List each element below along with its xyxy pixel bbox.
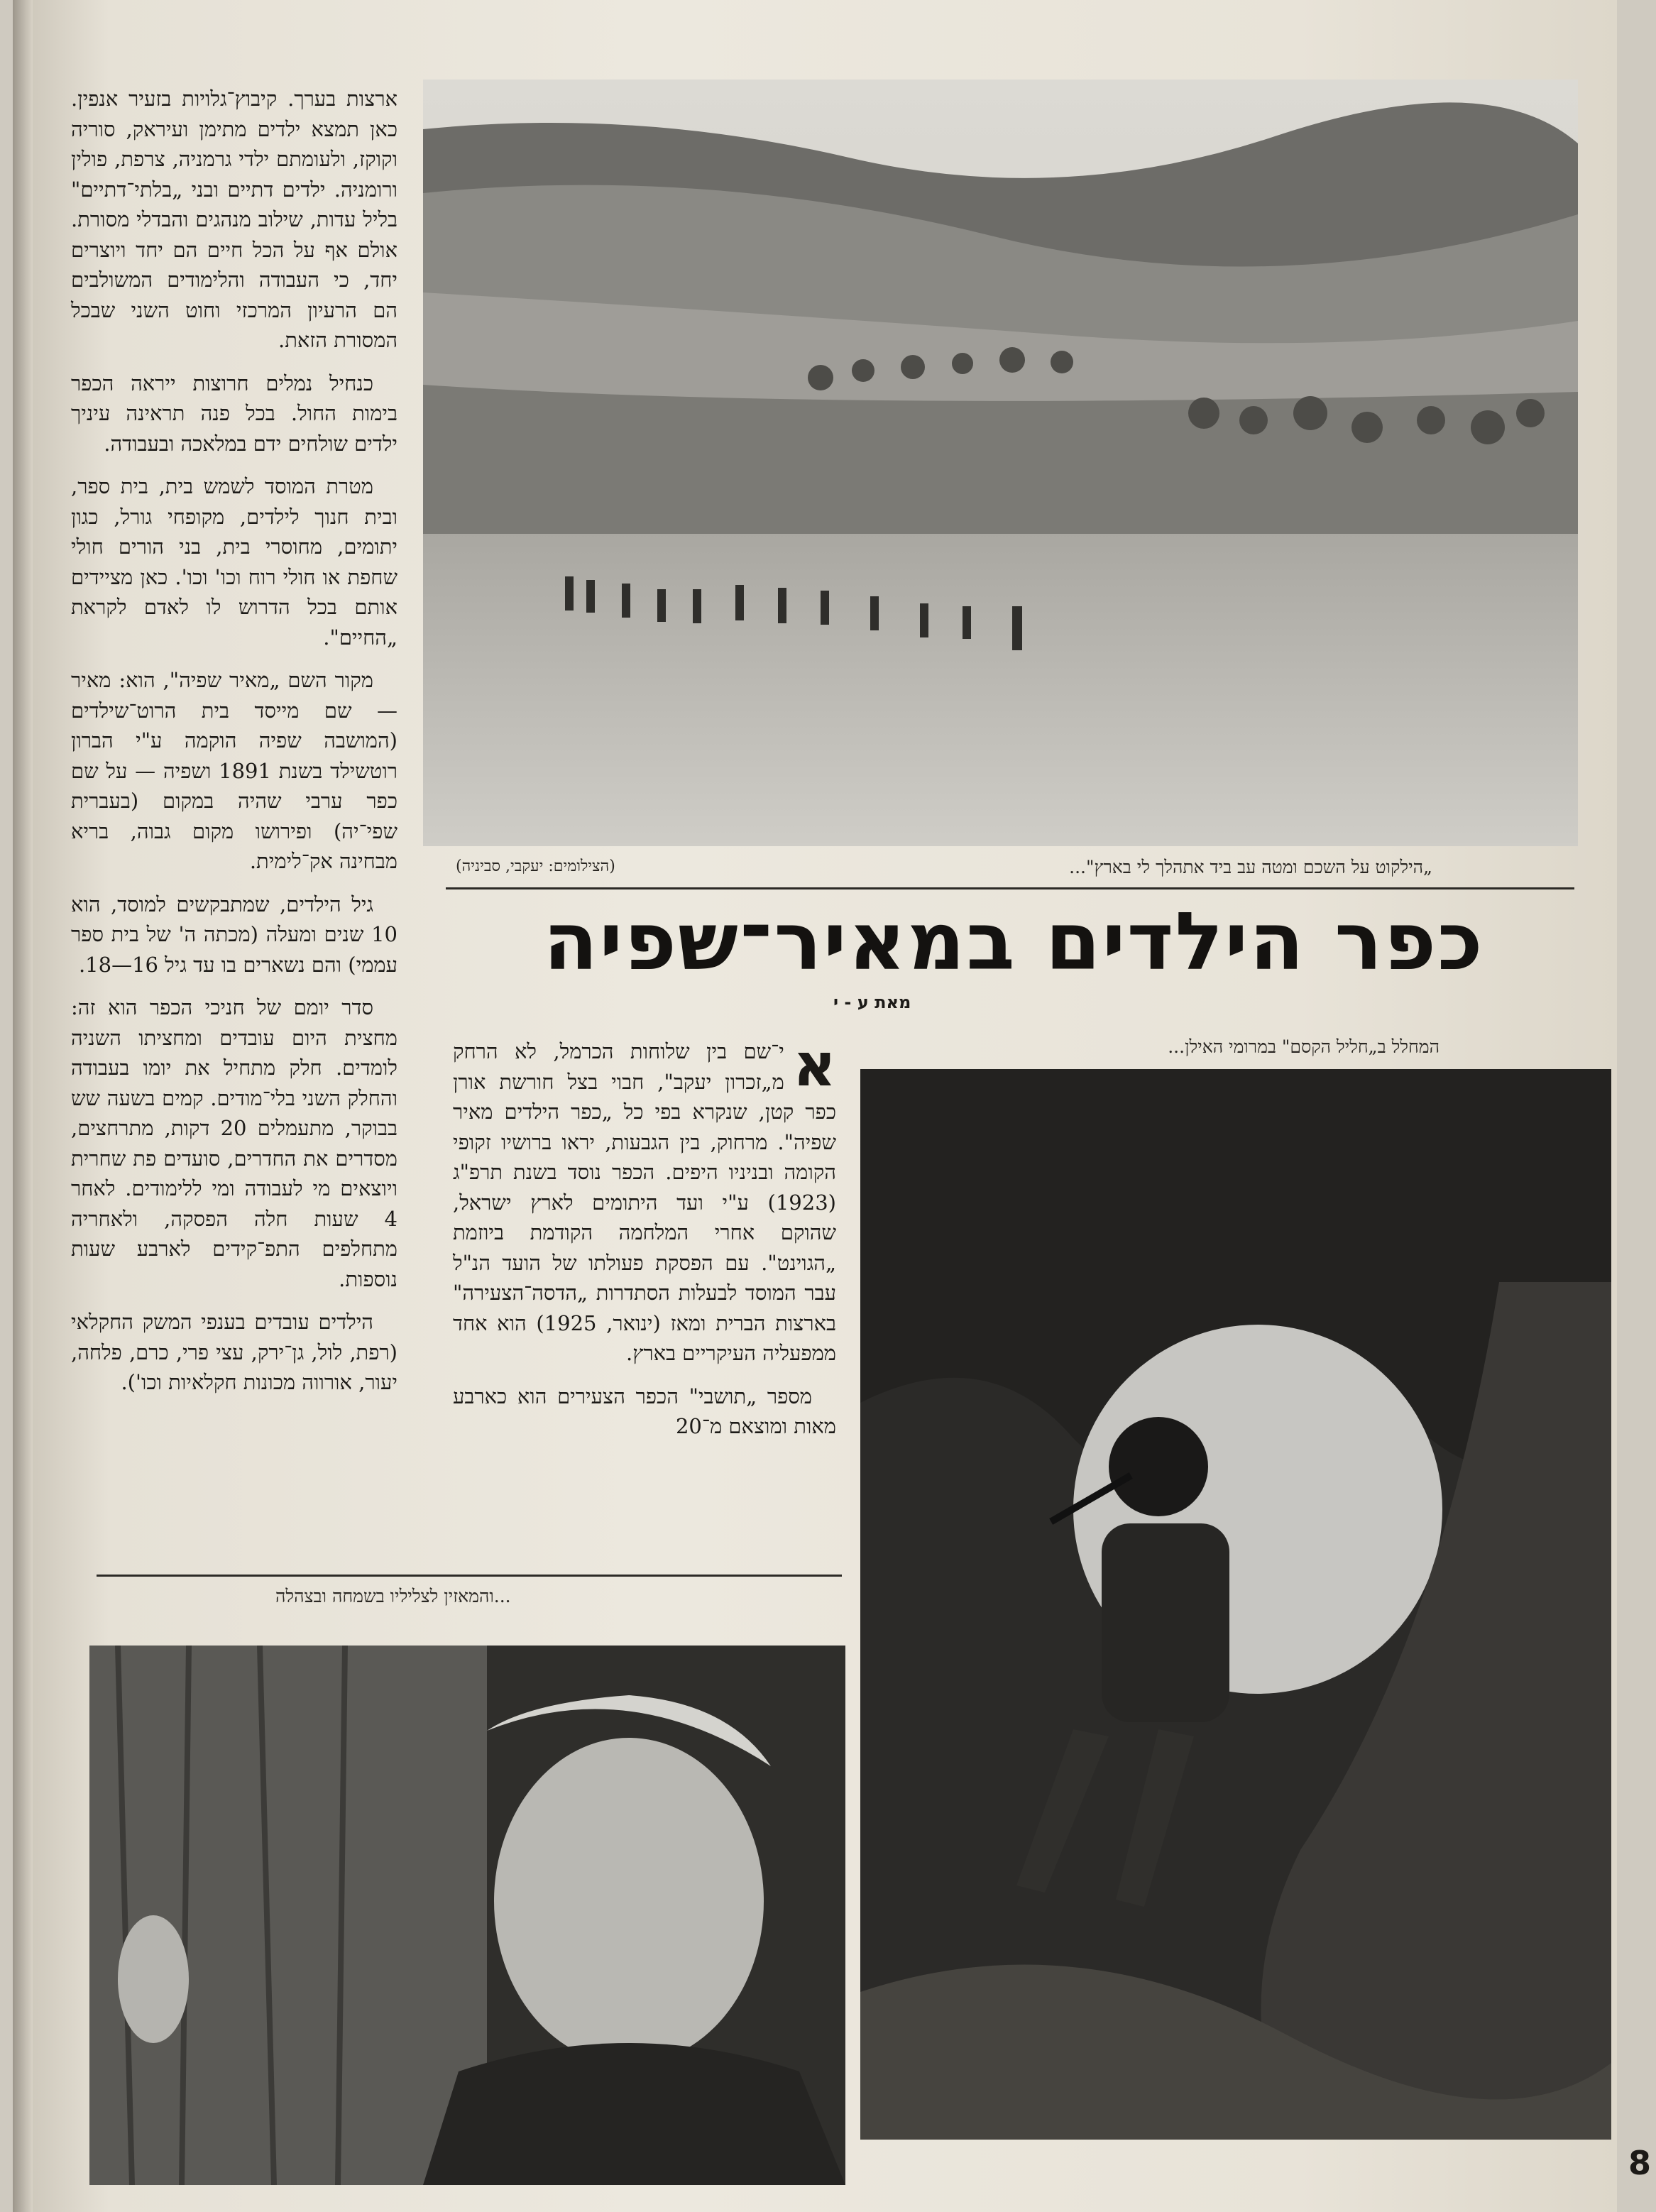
laughing-boy-photo (89, 1646, 845, 2185)
left-paragraph: גיל הילדים, שמתבקשים למוסד, הוא 10 שנים ומעלה (מכתה ה' של בית ספר עממי) והם נשארים בו עד גיל 16—18. (71, 892, 397, 977)
section-rule (97, 1575, 842, 1577)
left-text-column (71, 84, 397, 1411)
drop-cap: א (792, 1030, 836, 1100)
photo-credit: (הצילומים: יעקבי, סביניה) (456, 858, 615, 875)
caption-rule (446, 887, 1574, 889)
landscape-caption: „הילקוט על השכם ומטה עב ביד אתהלך לי בארץ"... (1069, 857, 1432, 877)
left-paragraph: מטרת המוסד לשמש בית, בית ספר, ובית חנוך לילדים, מקופחי גורל, כגון יתומים, מחוסרי בית, בני הורים חולי שחפת או חולי רוח וכו' וכו'. כאן מציידים אותם בכל הדרוש לו לאדם לקראת „החיים". (71, 474, 397, 650)
landscape-photo (423, 80, 1578, 846)
left-paragraph: כנחיל נמלים חרוצות ייראה הכפר בימות החול. בכל פנה תראינה עיניך ילדים שולחים ידם במלאכה ובעבודה. (71, 371, 397, 456)
headline: כפר הילדים במאיר־שפיה (543, 896, 1484, 988)
byline: מאת ע - י (833, 992, 911, 1012)
left-paragraph: ארצות בערך. קיבוץ־גלויות בזעיר אנפין. כאן תמצא ילדים מתימן ועיראק, סוריה וקוקז, ולעומתם ילדי גרמניה, צרפת, פולין ורומניה. ילדים דתיים ובני „בלתי־דתיים" בליל עדות, שילוב מנהגים והבדלי מסורת. אולם אף על הכל חיים הם יחד ויוצרים יחד, כי העבודה והלימודים המשולבים הם הרעיון המרכזי וחוט השני שבכל המסורת הזאת. (71, 87, 397, 352)
flute-player-photo (860, 1069, 1611, 2140)
page-number: 8 (1628, 2144, 1652, 2182)
flute-caption: המחלל ב„חליל הקסם" במרומי האילן... (1168, 1036, 1440, 1057)
left-paragraph: מקור השם „מאיר שפיה", הוא: מאיר — שם מייסד בית הרוט־שילדים (המושבה שפיה הוקמה ע"י הברון רוטשילד בשנת 1891 ושפיה — על שם כפר ערבי שהיה במקום (בעברית שפי־יה) ופירושו מקום גבוה, בריא מבחינה אק־לימית. (71, 668, 397, 873)
left-paragraph: סדר יומם של חניכי הכפר הוא זה: מחצית היום עובדים ומחציתו השניה לומדים. חלק מתחיל את יומו בעבודה והחלק השני בלי־מודים. קמים בשעה שש בבוקר, מתעמלים 20 דקות, מתרחצים, מסדרים את החדרים, סועדים פת שחרית ויוצאים מי לעבודה ומי ללימודים. לאחר 4 שעות חלה הפסקה, ולאחריה מתחלפים התפ־קידים לארבע שעות נוספות. (71, 995, 397, 1291)
boy-caption: ...והמאזין לצליליו בשמחה ובצהלה (275, 1586, 511, 1606)
middle-paragraph: מספר „תושבי" הכפר הצעירים הוא כארבע מאות ומוצאם מ־20 (453, 1384, 836, 1438)
middle-paragraph (453, 1030, 836, 1369)
binding-gutter (13, 0, 33, 2212)
middle-text-column (453, 1030, 836, 1455)
middle-paragraph-text: י־שם בין שלוחות הכרמל, לא הרחק מ„זכרון יעקב", חבוי בצל חורשת אורן כפר קטן, שנקרא בפי כל „כפר הילדים מאיר שפיה". מרחוק, בין הגבעות, יראו ברושיו זקופי הקומה ובניניו היפים. הכפר נוסד בשנת תרפ"ג (1923) ע"י ועד היתומים לארץ ישראל, שהוקם אחרי המלחמה הקודמת ביוזמת „הגוינט". עם הפסקת פעולתו של הועד הנ"ל עבר המוסד לבעלות הסתדרות „הדסה־הצעירה" בארצות הברית ומאז (ינואר, 1925) הוא אחד ממפעליה העיקריים בארץ. (453, 1039, 836, 1365)
left-paragraph: הילדים עובדים בענפי המשק החקלאי (רפת, לול, גן־ירק, עצי פרי, כרם, פלחה, יעור, אורווה מכונות חקלאיות וכו'). (71, 1310, 397, 1394)
magazine-page (13, 0, 1652, 2212)
